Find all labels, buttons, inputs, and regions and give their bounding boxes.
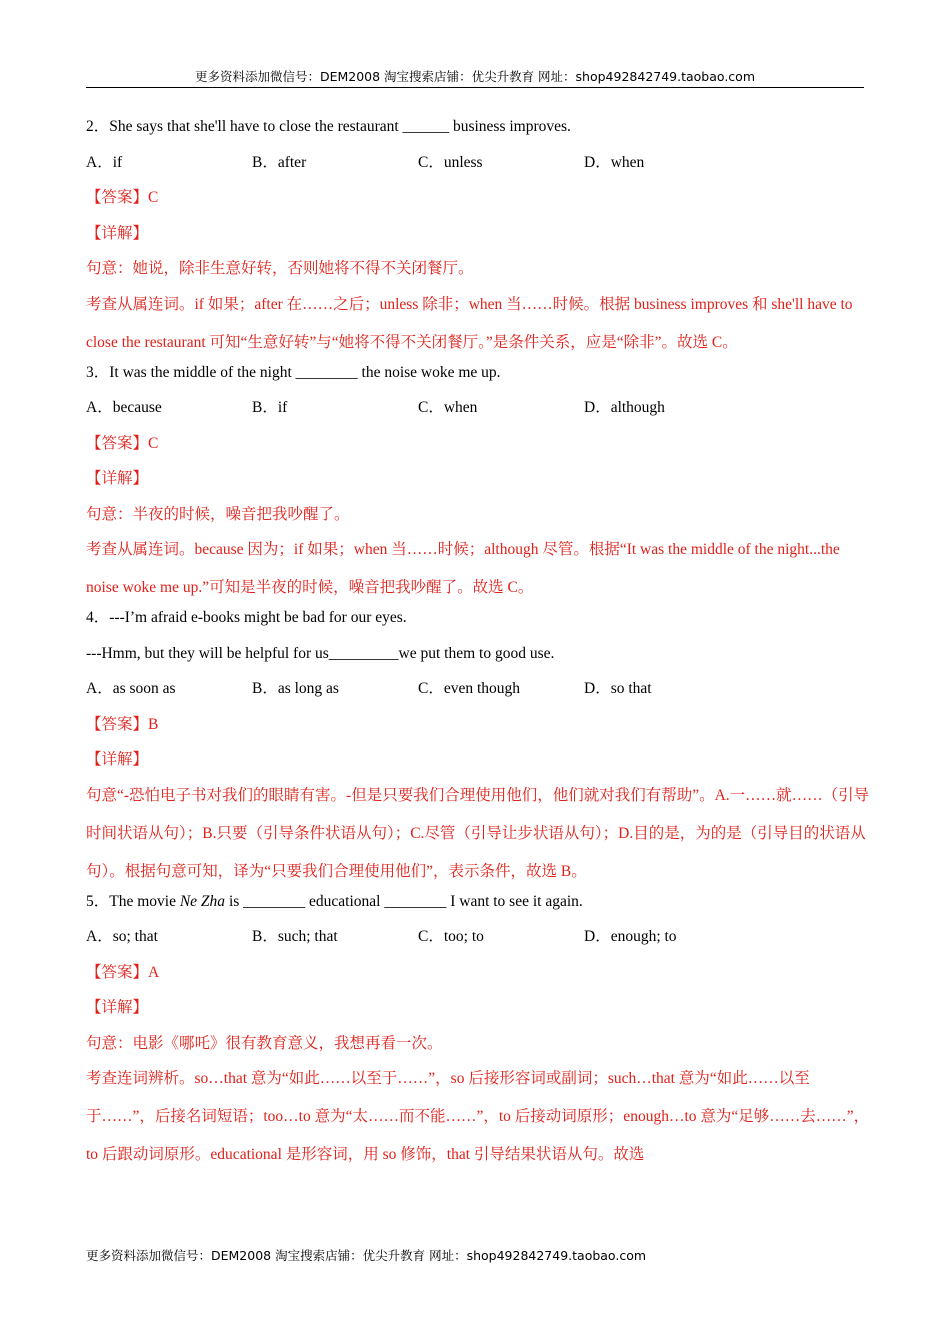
q5-option-b: B．such; that — [252, 928, 338, 945]
q3-option-d: D．although — [584, 399, 665, 416]
q2-question: 2．She says that she'll have to close the restaurant ______ business improves. — [86, 118, 571, 135]
q4-detail-label: 【详解】 — [86, 751, 149, 768]
q5-answer: 【答案】A — [86, 963, 160, 981]
q5-options — [86, 924, 876, 960]
q2-meaning: 句意：她说，除非生意好转，否则她将不得不关闭餐厅。 — [86, 260, 474, 277]
q5-question-post: is ________ educational ________ I want to see it again. — [225, 892, 583, 910]
q4-option-d: D．so that — [584, 680, 652, 697]
q4-answer: 【答案】B — [86, 715, 159, 733]
q2-option-a: A．if — [86, 153, 123, 171]
q5-meaning: 句意：电影《哪吒》很有教育意义，我想再看一次。 — [86, 1034, 443, 1052]
q2-option-b: B．after — [252, 153, 307, 171]
q5-movie-title: Ne Zha — [179, 892, 226, 910]
q4-question-line1: 4．---I’m afraid e-books might be bad for our eyes. — [86, 609, 407, 626]
q2-options — [86, 150, 876, 186]
page-header — [86, 68, 864, 88]
q3-option-a: A．because — [86, 399, 162, 416]
q3-question: 3．It was the middle of the night ________ the noise woke me up. — [86, 363, 501, 381]
q2-option-c: C．unless — [418, 153, 483, 171]
document-body — [86, 114, 876, 1174]
footer-text: 更多资料添加微信号：DEM2008 淘宝搜索店铺：优尖升教育 网址：shop492842749.taobao.com — [86, 1248, 647, 1263]
q3-option-b: B．if — [252, 399, 288, 416]
q3-option-c: C．when — [418, 399, 478, 416]
q3-answer: 【答案】C — [86, 434, 159, 452]
q5-option-c: C．too; to — [418, 928, 484, 945]
q4-question-line2: ---Hmm, but they will be helpful for us_________we put them to good use. — [86, 644, 555, 662]
q4-option-c: C．even though — [418, 680, 521, 697]
q4-analysis: 句意“-恐怕电子书对我们的眼睛有害。-但是只要我们合理使用他们，他们就对我们有帮助”。A.一……就……（引导时间状语从句）；B.只要（引导条件状语从句）；C.尽管（引导让步状语从句）；D.目的是，为的是（引导目的状语从句）。根据句意可知，译为“只要我们合理使用他们”，表示条件，故选 B。 — [86, 786, 870, 880]
q5-analysis: 考查连词辨析。so…that 意为“如此……以至于……”，so 后接形容词或副词；such…that 意为“如此……以至于……”，后接名词短语；too…to 意为“太……而不能……”，to 后接动词原形；enough…to 意为“足够……去……”，to 后跟动词原形。educational 是形容词，用 so 修饰，that 引导结果状语从句。故选 — [86, 1070, 870, 1163]
q5-option-d: D．enough; to — [584, 928, 677, 945]
q2-detail-label: 【详解】 — [86, 224, 149, 242]
q5-option-a: A．so; that — [86, 928, 158, 945]
q3-meaning: 句意：半夜的时候，噪音把我吵醒了。 — [86, 505, 350, 523]
q4-option-a: A．as soon as — [86, 680, 176, 697]
q5-question-pre: 5．The movie — [86, 892, 180, 910]
header-text: 更多资料添加微信号：DEM2008 淘宝搜索店铺：优尖升教育 网址：shop492842749.taobao.com — [194, 69, 756, 84]
q5-detail-label: 【详解】 — [86, 999, 149, 1016]
q4-options — [86, 676, 876, 712]
q2-analysis: 考查从属连词。if 如果；after 在……之后；unless 除非；when 当……时候。根据 business improves 和 she'll have to close the restaurant 可知“生意好转”与“她将不得不关闭餐厅。”是条件关系，应是“除非”。故选 C。 — [86, 295, 853, 351]
q2-option-d: D．when — [584, 153, 645, 171]
page-footer — [86, 1247, 646, 1264]
q4-option-b: B．as long as — [252, 680, 339, 697]
q3-analysis: 考查从属连词。because 因为；if 如果；when 当……时候；although 尽管。根据“It was the middle of the night...the noise woke me up.”可知是半夜的时候，噪音把我吵醒了。故选 C。 — [86, 541, 840, 596]
q3-detail-label: 【详解】 — [86, 470, 149, 487]
q3-options — [86, 395, 876, 431]
q5-question — [86, 889, 876, 925]
q2-answer: 【答案】C — [86, 189, 159, 206]
